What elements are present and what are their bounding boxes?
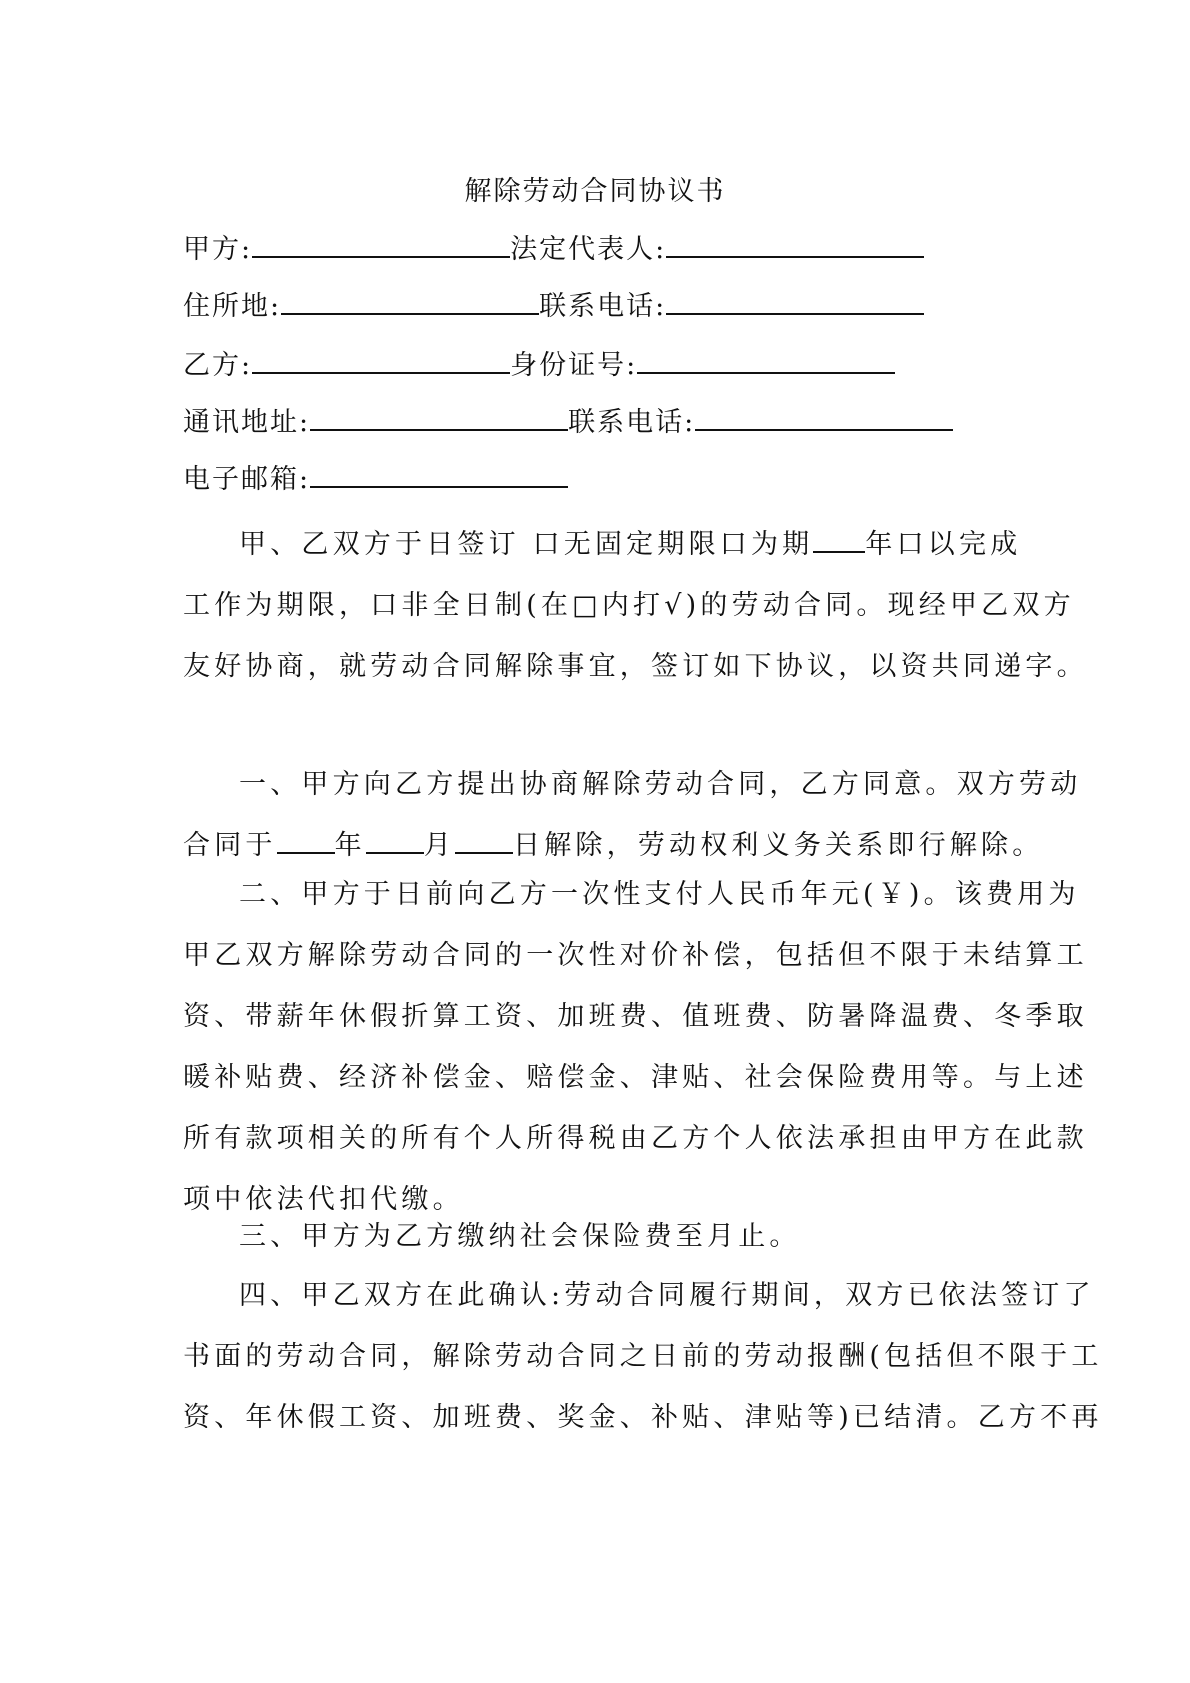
party-a-blank <box>252 226 510 258</box>
mail-address-label: 通讯地址: <box>183 407 311 438</box>
clause-3-line-1: 三、甲方为乙方缴纳社会保险费至月止。 <box>239 1221 801 1252</box>
clause-4 <box>183 1265 1103 1448</box>
page-title: 解除劳动合同协议书 <box>464 176 726 207</box>
intro-line-2: 工作为期限，口非全日制(在□内打√)的劳动合同。现经甲乙双方 <box>183 590 1075 621</box>
intro-line-1a: 甲、乙双方于日签订 口无固定期限口为期 <box>239 529 814 560</box>
clause-2 <box>183 864 1088 1230</box>
clause-3 <box>183 1206 1013 1267</box>
clause-1-line-2a: 合同于 <box>183 830 277 861</box>
clause-2-line-5: 所有款项相关的所有个人所得税由乙方个人依法承担由甲方在此款 <box>183 1123 1088 1154</box>
clause-4-line-2: 书面的劳动合同，解除劳动合同之日前的劳动报酬(包括但不限于工 <box>183 1341 1103 1372</box>
clause-2-line-4: 暖补贴费、经济补偿金、赔偿金、津贴、社会保险费用等。与上述 <box>183 1062 1088 1093</box>
intro-line-3: 友好协商，就劳动合同解除事宜，签订如下协议，以资共同递字。 <box>183 651 1088 682</box>
id-no-label: 身份证号: <box>510 350 638 381</box>
day-blank <box>455 822 513 854</box>
phone-b-label: 联系电话: <box>568 407 696 438</box>
intro-paragraph <box>183 514 1088 697</box>
phone-b-blank <box>695 399 953 431</box>
field-row-party-a <box>183 226 924 266</box>
clause-2-line-6: 项中依法代扣代缴。 <box>183 1184 464 1215</box>
clause-1 <box>183 754 1082 876</box>
field-row-mail-address <box>183 399 953 439</box>
party-b-label: 乙方: <box>183 350 253 381</box>
clause-2-line-3: 资、带薪年休假折算工资、加班费、值班费、防暑降温费、冬季取 <box>183 1001 1088 1032</box>
clause-1-month-label: 月 <box>423 830 456 861</box>
intro-years-blank <box>813 521 865 553</box>
party-b-blank <box>252 342 510 374</box>
legal-rep-blank <box>666 226 924 258</box>
address-label: 住所地: <box>183 291 282 322</box>
clause-4-line-3: 资、年休假工资、加班费、奖金、补贴、津贴等)已结清。乙方不再 <box>183 1402 1103 1433</box>
clause-4-line-1: 四、甲乙双方在此确认:劳动合同履行期间，双方已依法签订了 <box>239 1280 1095 1311</box>
legal-rep-label: 法定代表人: <box>510 234 667 265</box>
field-row-email <box>183 456 568 496</box>
month-blank <box>366 822 424 854</box>
address-blank <box>281 283 539 315</box>
phone-a-label: 联系电话: <box>539 291 667 322</box>
clause-1-year-label: 年 <box>334 830 366 861</box>
clause-2-line-2: 甲乙双方解除劳动合同的一次性对价补偿，包括但不限于未结算工 <box>183 940 1088 971</box>
phone-a-blank <box>666 283 924 315</box>
clause-1-line-1: 一、甲方向乙方提出协商解除劳动合同，乙方同意。双方劳动 <box>239 769 1082 800</box>
id-no-blank <box>637 342 895 374</box>
email-label: 电子邮箱: <box>183 464 311 495</box>
email-blank <box>310 456 568 488</box>
party-a-label: 甲方: <box>183 234 253 265</box>
year-blank <box>277 822 335 854</box>
clause-1-line-2d: 日解除，劳动权利义务关系即行解除。 <box>513 830 1044 861</box>
mail-address-blank <box>310 399 568 431</box>
clause-2-line-1: 二、甲方于日前向乙方一次性支付人民币年元(￥)。该费用为 <box>239 879 1080 910</box>
field-row-address <box>183 283 924 323</box>
intro-line-1b: 年口以完成 <box>865 529 1022 560</box>
field-row-party-b <box>183 342 895 382</box>
